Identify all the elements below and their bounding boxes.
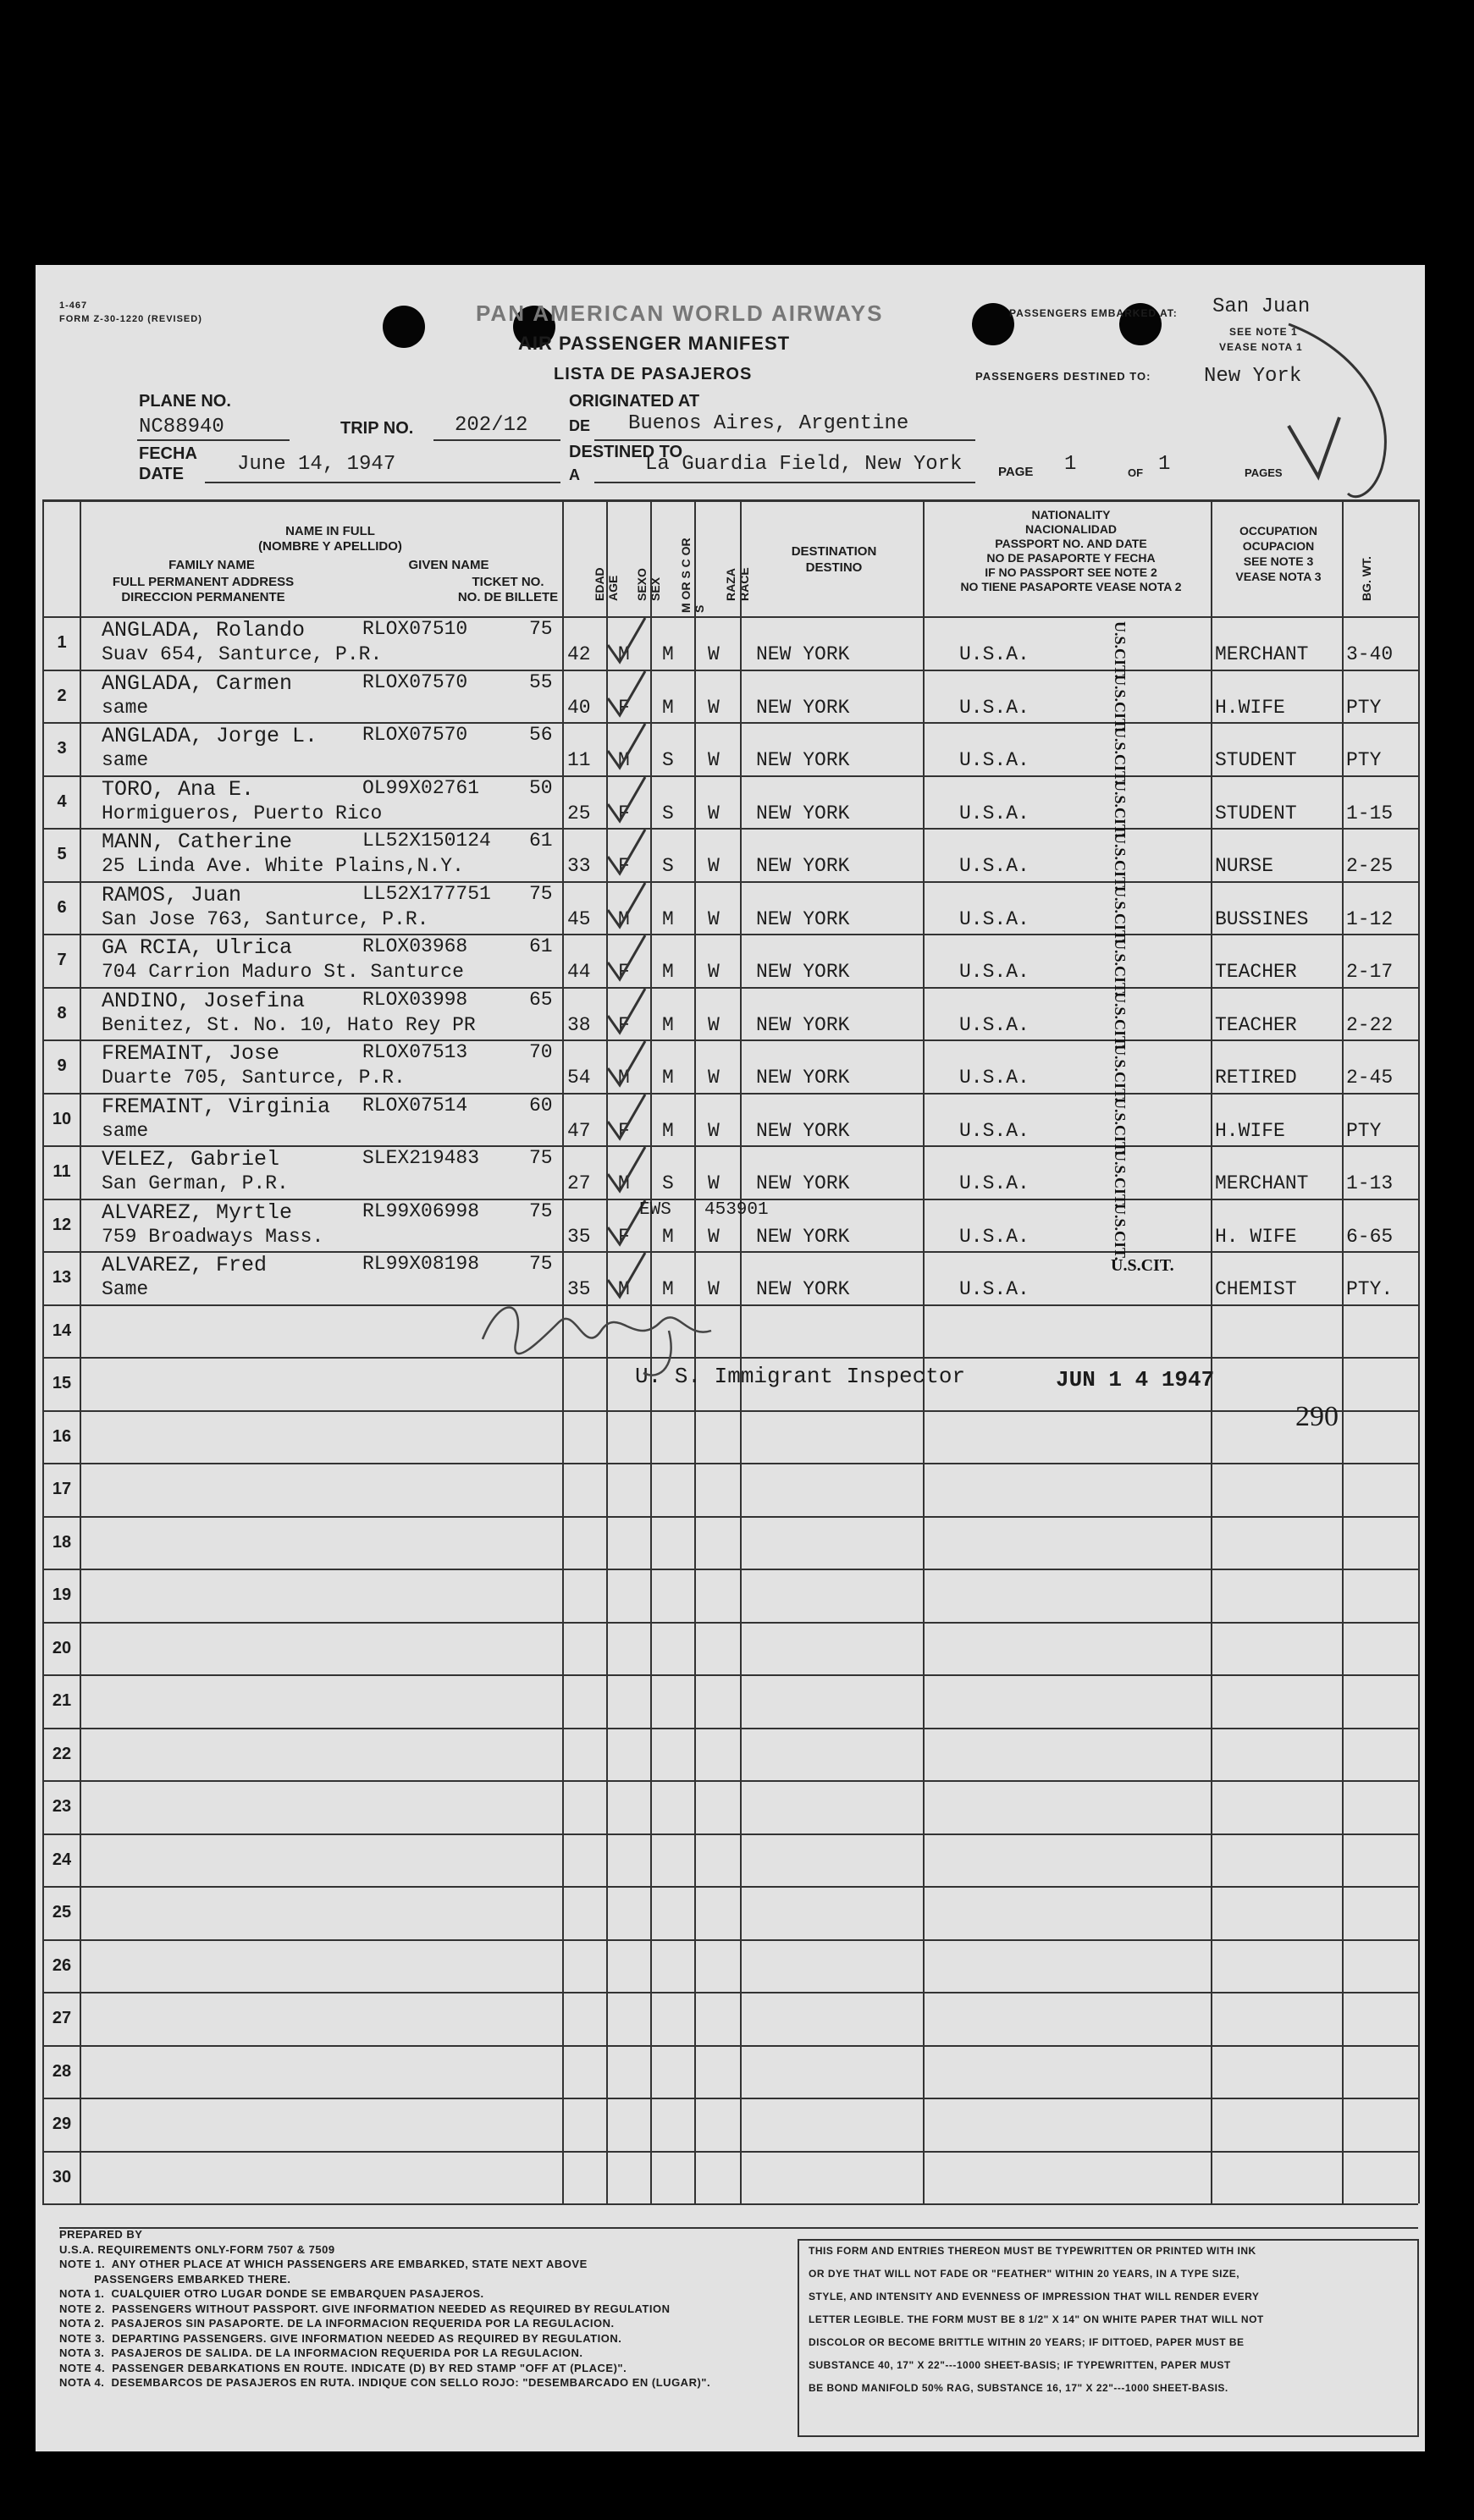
sex-header: SEXO SEX xyxy=(635,568,662,601)
ticket-amount: 75 xyxy=(529,1199,553,1222)
passenger-occupation: TEACHER xyxy=(1215,961,1297,983)
row-number: 30 xyxy=(52,2167,72,2186)
ticket-amount: 75 xyxy=(529,1253,553,1275)
footer-note-right: STYLE, AND INTENSITY AND EVENNESS OF IMPRESSION THAT WILL RENDER EVERY xyxy=(809,2291,1260,2302)
column-divider xyxy=(1211,499,1212,2203)
row-number: 14 xyxy=(52,1321,72,1340)
citizen-stamp: U.S.CIT. xyxy=(1112,1203,1129,1260)
plane-underline xyxy=(137,439,290,441)
ticket-amount: 70 xyxy=(529,1041,553,1063)
baggage-weight: PTY xyxy=(1346,696,1382,719)
passenger-occupation: STUDENT xyxy=(1215,802,1297,824)
passenger-destination: NEW YORK xyxy=(756,643,850,665)
passenger-age: 27 xyxy=(567,1172,591,1194)
passenger-name: ANDINO, Josefina xyxy=(102,988,306,1013)
page-value: 1 xyxy=(1064,453,1077,476)
row-number: 6 xyxy=(57,897,67,917)
passenger-address: same xyxy=(102,749,149,771)
row-number: 19 xyxy=(52,1585,72,1604)
baggage-weight: PTY. xyxy=(1346,1278,1394,1300)
passenger-name: ANGLADA, Rolando xyxy=(102,618,306,642)
check-mark xyxy=(601,880,652,930)
passenger-name: MANN, Catherine xyxy=(102,830,293,854)
row-number: 4 xyxy=(57,791,67,811)
footer-note-left: PASSENGERS EMBARKED THERE. xyxy=(59,2272,291,2286)
passenger-address: same xyxy=(102,1119,149,1142)
passenger-destination: NEW YORK xyxy=(756,1013,850,1036)
marital-status: M xyxy=(662,1067,674,1089)
passenger-name: FREMAINT, Jose xyxy=(102,1041,280,1066)
vease-nota-1: VEASE NOTA 1 xyxy=(1219,341,1303,353)
marital-status: M xyxy=(662,1278,674,1300)
form-title-es: LISTA DE PASAJEROS xyxy=(554,365,753,383)
see-note-1: SEE NOTE 1 xyxy=(1229,326,1298,338)
destined-label: PASSENGERS DESTINED TO: xyxy=(975,370,1151,383)
citizen-stamp: U.S.CIT. xyxy=(1112,780,1129,837)
marital-status: M xyxy=(662,1119,674,1142)
punch-hole xyxy=(383,306,425,348)
baggage-weight: 2-22 xyxy=(1346,1013,1394,1036)
check-mark xyxy=(601,1144,652,1194)
passenger-race: W xyxy=(708,855,720,877)
check-mark xyxy=(601,720,652,771)
name-header-2: (NOMBRE Y APELLIDO) xyxy=(258,539,402,554)
row-number: 25 xyxy=(52,1903,72,1922)
passenger-destination: NEW YORK xyxy=(756,1119,850,1142)
ticket-number: RLOX07570 xyxy=(362,724,468,746)
punch-hole xyxy=(972,303,1014,345)
passenger-age: 35 xyxy=(567,1225,591,1248)
marital-header: M OR S C OR S xyxy=(679,538,706,613)
fecha-label: FECHA xyxy=(139,444,197,463)
row-number: 16 xyxy=(52,1426,72,1446)
passenger-sex: M xyxy=(618,1278,630,1300)
trip-value: 202/12 xyxy=(455,414,528,437)
footer-note-right: SUBSTANCE 40, 17" X 22"---1000 SHEET-BASIS; IF TYPEWRITTEN, PAPER MUST xyxy=(809,2359,1231,2371)
embarked-label: PASSENGERS EMBARKED AT: xyxy=(1009,307,1178,319)
passenger-address: same xyxy=(102,696,149,719)
nationality-header: NATIONALITY NACIONALIDAD PASSPORT NO. AND DATE NO DE PASAPORTE Y FECHA IF NO PASSPORT SEE NOTE 2 NO TIENE PASAPORTE VEASE NOTA 2 xyxy=(960,508,1182,593)
column-divider xyxy=(80,499,81,2203)
passenger-destination: NEW YORK xyxy=(756,961,850,983)
inspector-date: JUN 1 4 1947 xyxy=(1056,1367,1215,1392)
row-number: 10 xyxy=(52,1109,72,1128)
passenger-age: 40 xyxy=(567,696,591,719)
destined-value: New York xyxy=(1204,365,1302,388)
family-name-header: FAMILY NAME xyxy=(168,558,255,572)
passenger-nationality: U.S.A. xyxy=(959,907,1030,930)
passenger-race: W xyxy=(708,961,720,983)
passenger-age: 42 xyxy=(567,643,591,665)
marital-status: M xyxy=(662,907,674,930)
ticket-no-header: TICKET NO. xyxy=(472,575,544,589)
originated-underline xyxy=(594,439,975,441)
passenger-address: Same xyxy=(102,1278,149,1300)
passenger-address: Duarte 705, Santurce, P.R. xyxy=(102,1067,406,1089)
ticket-number: RLOX07514 xyxy=(362,1094,468,1117)
ticket-number: SLEX219483 xyxy=(362,1147,480,1169)
date-value: June 14, 1947 xyxy=(237,453,396,476)
passenger-age: 45 xyxy=(567,907,591,930)
passenger-race: W xyxy=(708,1172,720,1194)
citizen-stamp: U.S.CIT. xyxy=(1112,727,1129,785)
passenger-race: W xyxy=(708,643,720,665)
baggage-weight: 6-65 xyxy=(1346,1225,1394,1248)
passenger-sex: F xyxy=(618,961,630,983)
row-number: 1 xyxy=(57,633,67,652)
row-number: 8 xyxy=(57,1003,67,1023)
airline-name: PAN AMERICAN WORLD AIRWAYS xyxy=(476,301,884,326)
passenger-occupation: MERCHANT xyxy=(1215,1172,1309,1194)
passenger-age: 35 xyxy=(567,1278,591,1300)
passenger-nationality: U.S.A. xyxy=(959,802,1030,824)
passenger-age: 33 xyxy=(567,855,591,877)
citizen-stamp: U.S.CIT. xyxy=(1112,1150,1129,1208)
passenger-name: RAMOS, Juan xyxy=(102,882,242,907)
footer-note-left: NOTA 4. DESEMBARCOS DE PASAJEROS EN RUTA. INDIQUE CON SELLO ROJO: "DESEMBARCADO EN (LUGAR)". xyxy=(59,2376,711,2389)
trip-underline xyxy=(433,439,560,441)
passenger-name: ALVAREZ, Fred xyxy=(102,1253,268,1277)
passenger-sex: M xyxy=(618,643,630,665)
footer-note-left: NOTE 2. PASSENGERS WITHOUT PASSPORT. GIVE INFORMATION NEEDED AS REQUIRED BY REGULATION xyxy=(59,2302,671,2315)
passenger-name: FREMAINT, Virginia xyxy=(102,1094,331,1119)
passenger-occupation: NURSE xyxy=(1215,855,1274,877)
ticket-number: RLOX07513 xyxy=(362,1041,468,1063)
baggage-weight: 3-40 xyxy=(1346,643,1394,665)
footer-note-right: OR DYE THAT WILL NOT FADE OR "FEATHER" WITHIN 20 YEARS, IN A TYPE SIZE, xyxy=(809,2268,1240,2280)
embarked-value: San Juan xyxy=(1212,295,1311,318)
passenger-nationality: U.S.A. xyxy=(959,1278,1030,1300)
passenger-nationality: U.S.A. xyxy=(959,749,1030,771)
citizen-stamp: U.S.CIT. xyxy=(1112,674,1129,731)
row-number: 21 xyxy=(52,1691,72,1710)
row-number: 5 xyxy=(57,845,67,863)
passenger-sex: F xyxy=(618,855,630,877)
baggage-weight: 2-25 xyxy=(1346,855,1394,877)
row-number: 29 xyxy=(52,2115,72,2133)
row-number: 17 xyxy=(52,1480,72,1498)
footer-note-right: BE BOND MANIFOLD 50% RAG, SUBSTANCE 16, 17" X 22"---1000 SHEET-BASIS. xyxy=(809,2382,1228,2394)
passenger-sex: F xyxy=(618,1119,630,1142)
column-divider xyxy=(1342,499,1344,2203)
trip-label: TRIP NO. xyxy=(340,419,414,438)
race-header: RAZA RACE xyxy=(724,567,751,601)
passenger-destination: NEW YORK xyxy=(756,696,850,719)
passenger-address: San Jose 763, Santurce, P.R. xyxy=(102,907,429,930)
footer-note-left: NOTE 1. ANY OTHER PLACE AT WHICH PASSENGERS ARE EMBARKED, STATE NEXT ABOVE xyxy=(59,2258,588,2270)
row-number: 26 xyxy=(52,1955,72,1975)
passenger-sex: F xyxy=(618,802,630,824)
ticket-amount: 75 xyxy=(529,618,553,640)
passenger-sex: M xyxy=(618,1172,630,1194)
page-mark: 290 xyxy=(1295,1401,1339,1432)
de-label: DE xyxy=(569,417,591,434)
marital-status: S xyxy=(662,749,674,771)
marital-status: S xyxy=(662,855,674,877)
passenger-occupation: H. WIFE xyxy=(1215,1225,1297,1248)
passenger-nationality: U.S.A. xyxy=(959,696,1030,719)
citizen-stamp: U.S.CIT. xyxy=(1111,1256,1174,1275)
passenger-age: 25 xyxy=(567,802,591,824)
column-divider xyxy=(1418,499,1420,2203)
baggage-weight: PTY xyxy=(1346,749,1382,771)
passenger-race: W xyxy=(708,907,720,930)
inspector-signature xyxy=(466,1288,770,1390)
passenger-destination: NEW YORK xyxy=(756,802,850,824)
passenger-race: W xyxy=(708,1225,720,1248)
row-number: 23 xyxy=(52,1797,72,1816)
form-title: AIR PASSENGER MANIFEST xyxy=(518,333,791,354)
column-divider xyxy=(42,499,44,2203)
occupation-header: OCCUPATION OCUPACION SEE NOTE 3 VEASE NOTA 3 xyxy=(1235,524,1322,583)
passenger-nationality: U.S.A. xyxy=(959,1225,1030,1248)
passenger-destination: NEW YORK xyxy=(756,1172,850,1194)
direccion-header: DIRECCION PERMANENTE xyxy=(121,590,285,604)
passenger-nationality: U.S.A. xyxy=(959,1119,1030,1142)
check-mark xyxy=(601,1091,652,1142)
passenger-address: Benitez, St. No. 10, Hato Rey PR xyxy=(102,1013,476,1036)
destined-to-value: La Guardia Field, New York xyxy=(645,453,963,476)
baggage-weight: 2-17 xyxy=(1346,961,1394,983)
ticket-number: OL99X02761 xyxy=(362,776,480,799)
full-address-header: FULL PERMANENT ADDRESS xyxy=(112,575,295,589)
passenger-address: Hormigueros, Puerto Rico xyxy=(102,802,383,824)
ticket-amount: 65 xyxy=(529,988,553,1011)
inspector-check-mark xyxy=(1255,299,1407,502)
passenger-name: VELEZ, Gabriel xyxy=(102,1147,280,1172)
page-label: PAGE xyxy=(998,465,1034,479)
ticket-number: RLOX07510 xyxy=(362,618,468,640)
ticket-number: RLOX03998 xyxy=(362,988,468,1011)
passenger-sex: F xyxy=(618,696,630,719)
a-label: A xyxy=(569,466,580,483)
baggage-weight: 2-45 xyxy=(1346,1067,1394,1089)
check-mark xyxy=(601,932,652,983)
passenger-occupation: H.WIFE xyxy=(1215,1119,1285,1142)
passenger-address: Suav 654, Santurce, P.R. xyxy=(102,643,383,665)
marital-status: M xyxy=(662,961,674,983)
check-mark xyxy=(601,774,652,824)
passenger-sex: F xyxy=(618,1013,630,1036)
passenger-occupation: BUSSINES xyxy=(1215,907,1309,930)
passenger-nationality: U.S.A. xyxy=(959,1067,1030,1089)
marital-status: M xyxy=(662,643,674,665)
ticket-number: RL99X08198 xyxy=(362,1253,480,1275)
passenger-occupation: H.WIFE xyxy=(1215,696,1285,719)
passenger-nationality: U.S.A. xyxy=(959,1172,1030,1194)
footer-note-left: PREPARED BY xyxy=(59,2228,143,2241)
passenger-race: W xyxy=(708,1013,720,1036)
passenger-name: GA RCIA, Ulrica xyxy=(102,935,293,960)
footer-divider xyxy=(59,2227,1418,2229)
row-number: 20 xyxy=(52,1638,72,1657)
citizen-stamp: U.S.CIT. xyxy=(1112,621,1129,679)
passenger-race: W xyxy=(708,749,720,771)
row-divider xyxy=(42,2203,1418,2205)
plane-label: PLANE NO. xyxy=(139,392,231,411)
ticket-amount: 61 xyxy=(529,830,553,852)
ticket-amount: 75 xyxy=(529,1147,553,1169)
passenger-destination: NEW YORK xyxy=(756,1225,850,1248)
ticket-number: LL52X177751 xyxy=(362,882,491,905)
marital-status: M xyxy=(662,1225,674,1248)
ticket-amount: 75 xyxy=(529,882,553,905)
ticket-number: RLOX07570 xyxy=(362,670,468,693)
footer-note-left: NOTE 3. DEPARTING PASSENGERS. GIVE INFORMATION NEEDED AS REQUIRED BY REGULATION. xyxy=(59,2331,622,2345)
footer-note-right: LETTER LEGIBLE. THE FORM MUST BE 8 1/2" X 14" ON WHITE PAPER THAT WILL NOT xyxy=(809,2313,1264,2325)
passenger-destination: NEW YORK xyxy=(756,855,850,877)
passenger-destination: NEW YORK xyxy=(756,1278,850,1300)
footer-note-left: NOTA 3. PASAJEROS DE SALIDA. DE LA INFORMACION REQUERIDA POR LA REGULACION. xyxy=(59,2346,583,2359)
check-mark xyxy=(601,615,652,665)
row-number: 27 xyxy=(52,2009,72,2027)
check-mark xyxy=(601,826,652,877)
passenger-sex: M xyxy=(618,907,630,930)
destination-header: DESTINATION DESTINO xyxy=(791,544,877,575)
passenger-race: W xyxy=(708,802,720,824)
pages-label: PAGES xyxy=(1245,466,1283,479)
citizen-stamp: U.S.CIT. xyxy=(1112,1045,1129,1102)
passenger-name: ANGLADA, Jorge L. xyxy=(102,724,318,748)
passenger-address: San German, P.R. xyxy=(102,1172,289,1194)
footer-note-right: DISCOLOR OR BECOME BRITTLE WITHIN 20 YEARS; IF DITTOED, PAPER MUST BE xyxy=(809,2336,1245,2348)
citizen-stamp: U.S.CIT. xyxy=(1112,939,1129,996)
marital-status: M xyxy=(662,1013,674,1036)
passenger-age: 44 xyxy=(567,961,591,983)
passenger-race: W xyxy=(708,1278,720,1300)
row-number: 7 xyxy=(57,951,67,969)
date-underline xyxy=(205,482,560,483)
passenger-destination: NEW YORK xyxy=(756,1067,850,1089)
passenger-nationality: U.S.A. xyxy=(959,1013,1030,1036)
footer-note-left: NOTA 1. CUALQUIER OTRO LUGAR DONDE SE EMBARQUEN PASAJEROS. xyxy=(59,2287,484,2300)
row-number: 28 xyxy=(52,2061,72,2081)
bg-wt-header: BG. WT. xyxy=(1360,556,1373,601)
passenger-occupation: MERCHANT xyxy=(1215,643,1309,665)
row-number: 12 xyxy=(52,1215,72,1234)
row12-ews: EWS xyxy=(639,1199,671,1220)
marital-status: M xyxy=(662,696,674,719)
ticket-amount: 56 xyxy=(529,724,553,746)
originated-label: ORIGINATED AT xyxy=(569,392,700,411)
check-mark xyxy=(601,1038,652,1089)
baggage-weight: 1-12 xyxy=(1346,907,1394,930)
marital-status: S xyxy=(662,802,674,824)
passenger-address: 759 Broadways Mass. xyxy=(102,1225,324,1248)
ticket-amount: 60 xyxy=(529,1094,553,1117)
passenger-age: 47 xyxy=(567,1119,591,1142)
row-number: 2 xyxy=(57,686,67,705)
footer-note-left: NOTE 4. PASSENGER DEBARKATIONS EN ROUTE. INDICATE (D) BY RED STAMP "OFF AT (PLACE)". xyxy=(59,2361,627,2374)
column-divider xyxy=(923,499,925,2203)
passenger-name: ANGLADA, Carmen xyxy=(102,670,293,696)
row-number: 15 xyxy=(52,1374,72,1392)
passenger-name: ALVAREZ, Myrtle xyxy=(102,1199,293,1225)
passenger-address: 25 Linda Ave. White Plains,N.Y. xyxy=(102,855,464,877)
footer-note-left: U.S.A. REQUIREMENTS ONLY-FORM 7507 & 7509 xyxy=(59,2242,335,2256)
passenger-occupation: CHEMIST xyxy=(1215,1278,1297,1300)
row-number: 18 xyxy=(52,1532,72,1552)
passenger-race: W xyxy=(708,1067,720,1089)
passenger-destination: NEW YORK xyxy=(756,749,850,771)
passenger-age: 54 xyxy=(567,1067,591,1089)
passenger-occupation: RETIRED xyxy=(1215,1067,1297,1089)
no-billete-header: NO. DE BILLETE xyxy=(457,590,559,604)
row-number: 22 xyxy=(52,1744,72,1763)
ticket-number: RLOX03968 xyxy=(362,935,468,957)
form-revision: FORM Z-30-1220 (REVISED) xyxy=(59,314,202,324)
ticket-number: RL99X06998 xyxy=(362,1199,480,1222)
destined-to-underline xyxy=(594,482,975,483)
marital-status: S xyxy=(662,1172,674,1194)
passenger-nationality: U.S.A. xyxy=(959,643,1030,665)
passenger-sex: M xyxy=(618,1067,630,1089)
passenger-nationality: U.S.A. xyxy=(959,855,1030,877)
passenger-destination: NEW YORK xyxy=(756,907,850,930)
row-number: 24 xyxy=(52,1850,72,1869)
passenger-nationality: U.S.A. xyxy=(959,961,1030,983)
passenger-name: TORO, Ana E. xyxy=(102,776,255,802)
citizen-stamp: U.S.CIT. xyxy=(1112,833,1129,891)
ticket-number: LL52X150124 xyxy=(362,830,491,852)
citizen-stamp: U.S.CIT. xyxy=(1112,1097,1129,1155)
age-header: EDAD AGE xyxy=(593,567,620,601)
passenger-table xyxy=(42,499,1418,2204)
baggage-weight: 1-13 xyxy=(1346,1172,1394,1194)
of-value: 1 xyxy=(1158,453,1171,476)
citizen-stamp: U.S.CIT. xyxy=(1112,991,1129,1049)
ticket-amount: 61 xyxy=(529,935,553,957)
row-number: 13 xyxy=(52,1268,72,1287)
passenger-age: 38 xyxy=(567,1013,591,1036)
baggage-weight: 1-15 xyxy=(1346,802,1394,824)
row-number: 11 xyxy=(52,1162,71,1181)
passenger-age: 11 xyxy=(567,749,591,771)
passenger-race: W xyxy=(708,1119,720,1142)
passenger-race: W xyxy=(708,696,720,719)
date-label: DATE xyxy=(139,465,184,483)
check-mark xyxy=(601,985,652,1036)
form-number: 1-467 xyxy=(59,301,88,311)
inspector-line: U. S. Immigrant Inspector xyxy=(635,1364,966,1389)
given-name-header: GIVEN NAME xyxy=(408,558,489,572)
check-mark xyxy=(601,668,652,719)
of-label: OF xyxy=(1128,466,1144,479)
passenger-occupation: STUDENT xyxy=(1215,749,1297,771)
passenger-sex: M xyxy=(618,749,630,771)
passenger-sex: F xyxy=(618,1225,630,1248)
passenger-occupation: TEACHER xyxy=(1215,1013,1297,1036)
plane-value: NC88940 xyxy=(139,416,224,438)
baggage-weight: PTY xyxy=(1346,1119,1382,1142)
ticket-amount: 55 xyxy=(529,670,553,693)
row12-code: 453901 xyxy=(704,1199,769,1220)
row-number: 9 xyxy=(57,1056,67,1075)
name-header-1: NAME IN FULL xyxy=(285,524,375,538)
passenger-address: 704 Carrion Maduro St. Santurce xyxy=(102,961,464,983)
citizen-stamp: U.S.CIT. xyxy=(1112,885,1129,943)
originated-value: Buenos Aires, Argentine xyxy=(628,412,909,435)
footer-note-right: THIS FORM AND ENTRIES THEREON MUST BE TYPEWRITTEN OR PRINTED WITH INK xyxy=(809,2245,1256,2257)
ticket-amount: 50 xyxy=(529,776,553,799)
footer-note-left: NOTA 2. PASAJEROS SIN PASAPORTE. DE LA INFORMACION REQUERIDA POR LA REGULACION. xyxy=(59,2317,615,2330)
row-number: 3 xyxy=(57,739,67,758)
destined-to-label: DESTINED TO xyxy=(569,443,683,461)
